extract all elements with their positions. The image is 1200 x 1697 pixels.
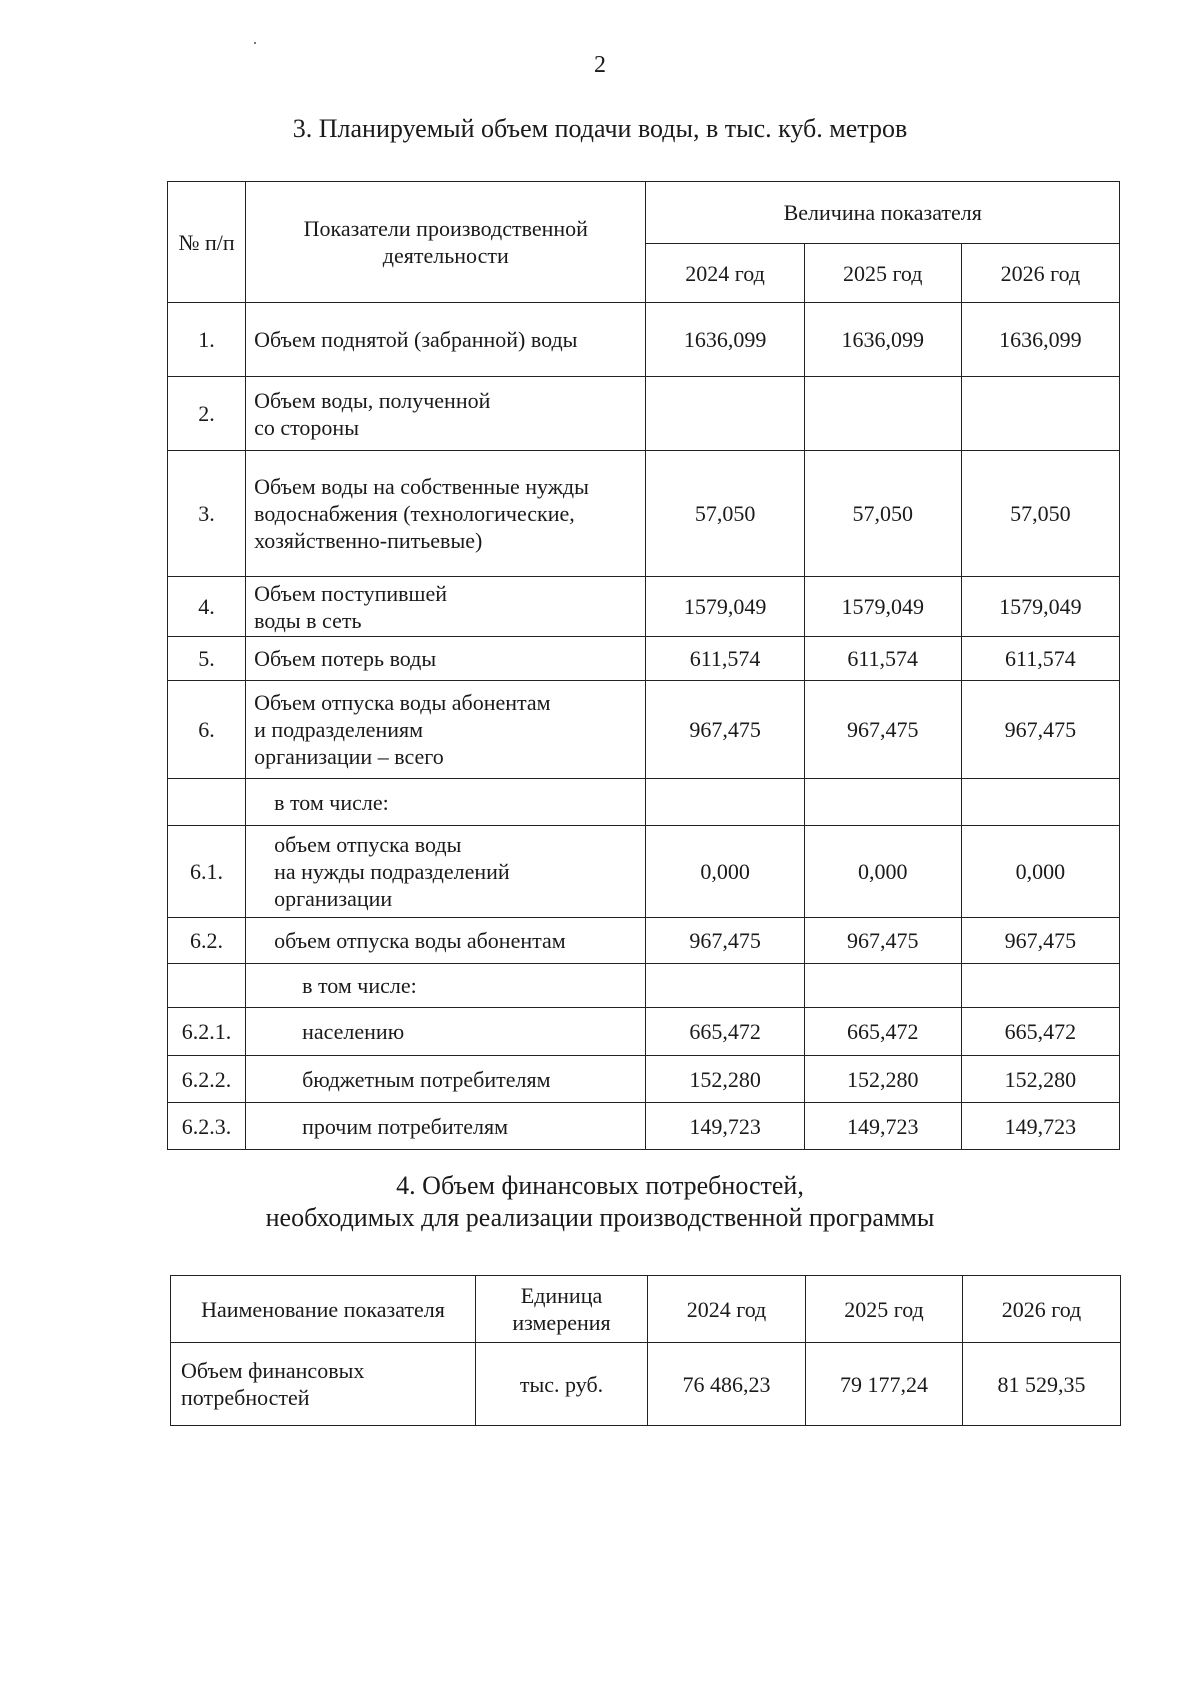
row-name: Объем воды, полученной со стороны	[246, 377, 646, 451]
row-name: бюджетным потребителям	[246, 1056, 646, 1103]
table-row	[168, 826, 1120, 918]
row-value-2024: 0,000	[646, 826, 804, 918]
row-value-2024: 967,475	[646, 918, 804, 964]
header-indicator-name: Наименование показателя	[171, 1276, 476, 1343]
row-value-2026: 967,475	[961, 681, 1119, 779]
row-name: в том числе:	[246, 779, 646, 826]
row-value-2024: 76 486,23	[648, 1343, 806, 1426]
row-value-2025: 967,475	[804, 681, 961, 779]
row-value-2024	[646, 377, 804, 451]
row-value-2024	[646, 964, 804, 1008]
row-value-2024: 152,280	[646, 1056, 804, 1103]
row-num: 6.2.3.	[168, 1103, 246, 1150]
row-value-2025	[804, 779, 961, 826]
table-row	[168, 1008, 1120, 1056]
row-value-2024: 1636,099	[646, 303, 804, 377]
row-value-2026: 665,472	[961, 1008, 1119, 1056]
row-value-2026: 57,050	[961, 451, 1119, 577]
table4-title-line2: необходимых для реализации производственной программы	[265, 1203, 935, 1232]
row-num	[168, 779, 246, 826]
header-year-2025: 2025 год	[806, 1276, 963, 1343]
table-row	[168, 451, 1120, 577]
header-value-group: Величина показателя	[646, 182, 1120, 244]
row-value-2025: 79 177,24	[806, 1343, 963, 1426]
row-value-2026: 81 529,35	[963, 1343, 1121, 1426]
row-num: 6.1.	[168, 826, 246, 918]
row-num: 5.	[168, 637, 246, 681]
row-name: прочим потребителям	[246, 1103, 646, 1150]
row-value-2025: 665,472	[804, 1008, 961, 1056]
header-year-2026: 2026 год	[963, 1276, 1121, 1343]
table-row	[168, 964, 1120, 1008]
water-supply-table	[167, 181, 1120, 1150]
row-num: 4.	[168, 577, 246, 637]
row-num: 6.	[168, 681, 246, 779]
row-num: 6.2.2.	[168, 1056, 246, 1103]
row-value-2026: 611,574	[961, 637, 1119, 681]
table-row	[168, 577, 1120, 637]
row-value-2024: 149,723	[646, 1103, 804, 1150]
row-value-2025: 1636,099	[804, 303, 961, 377]
row-value-2024: 57,050	[646, 451, 804, 577]
row-value-2024: 1579,049	[646, 577, 804, 637]
row-name: Объем потерь воды	[246, 637, 646, 681]
row-value-2025	[804, 377, 961, 451]
row-value-2025: 57,050	[804, 451, 961, 577]
table-row	[168, 637, 1120, 681]
row-num	[168, 964, 246, 1008]
row-unit: тыс. руб.	[476, 1343, 648, 1426]
table-row	[168, 681, 1120, 779]
row-num: 1.	[168, 303, 246, 377]
row-num: 6.2.	[168, 918, 246, 964]
row-value-2026: 1636,099	[961, 303, 1119, 377]
row-value-2026	[961, 779, 1119, 826]
table3-title: 3. Планируемый объем подачи воды, в тыс. куб. метров	[292, 114, 908, 143]
row-num: 6.2.1.	[168, 1008, 246, 1056]
table-row	[168, 779, 1120, 826]
row-value-2025: 0,000	[804, 826, 961, 918]
row-name: объем отпуска воды на нужды подразделений организации	[246, 826, 646, 918]
row-name: Объем воды на собственные нужды водоснабжения (технологические, хозяйственно-питьевые)	[246, 451, 646, 577]
row-value-2026: 149,723	[961, 1103, 1119, 1150]
row-num: 3.	[168, 451, 246, 577]
row-name: Объем поступившей воды в сеть	[246, 577, 646, 637]
scan-speck	[254, 42, 256, 44]
row-value-2025: 1579,049	[804, 577, 961, 637]
header-year-2024: 2024 год	[648, 1276, 806, 1343]
header-year-2026: 2026 год	[961, 244, 1119, 303]
row-value-2025	[804, 964, 961, 1008]
row-name: объем отпуска воды абонентам	[246, 918, 646, 964]
row-value-2026: 152,280	[961, 1056, 1119, 1103]
header-unit: Единица измерения	[476, 1276, 648, 1343]
table-row	[171, 1343, 1121, 1426]
table-row	[168, 1103, 1120, 1150]
header-indicator: Показатели производственной деятельности	[246, 182, 646, 303]
row-value-2024: 967,475	[646, 681, 804, 779]
row-name: в том числе:	[246, 964, 646, 1008]
table4-title	[0, 1170, 1200, 1234]
row-value-2026	[961, 964, 1119, 1008]
row-num: 2.	[168, 377, 246, 451]
table-header-row	[171, 1276, 1121, 1343]
header-num: № п/п	[168, 182, 246, 303]
table-row	[168, 377, 1120, 451]
row-value-2025: 149,723	[804, 1103, 961, 1150]
row-value-2024: 665,472	[646, 1008, 804, 1056]
table-row	[168, 918, 1120, 964]
row-value-2024	[646, 779, 804, 826]
row-value-2025: 967,475	[804, 918, 961, 964]
table-row	[168, 303, 1120, 377]
row-name: Объем поднятой (забранной) воды	[246, 303, 646, 377]
row-value-2025: 611,574	[804, 637, 961, 681]
header-year-2025: 2025 год	[804, 244, 961, 303]
row-value-2026	[961, 377, 1119, 451]
row-value-2024: 611,574	[646, 637, 804, 681]
row-value-2026: 0,000	[961, 826, 1119, 918]
row-name: Объем отпуска воды абонентам и подразделениям организации – всего	[246, 681, 646, 779]
row-name: населению	[246, 1008, 646, 1056]
table4-title-line1: 4. Объем финансовых потребностей,	[396, 1171, 804, 1200]
financial-needs-table	[170, 1275, 1121, 1426]
row-value-2026: 1579,049	[961, 577, 1119, 637]
row-name: Объем финансовых потребностей	[171, 1343, 476, 1426]
header-year-2024: 2024 год	[646, 244, 804, 303]
page-number: 2	[594, 52, 606, 78]
table-row	[168, 1056, 1120, 1103]
row-value-2025: 152,280	[804, 1056, 961, 1103]
row-value-2026: 967,475	[961, 918, 1119, 964]
